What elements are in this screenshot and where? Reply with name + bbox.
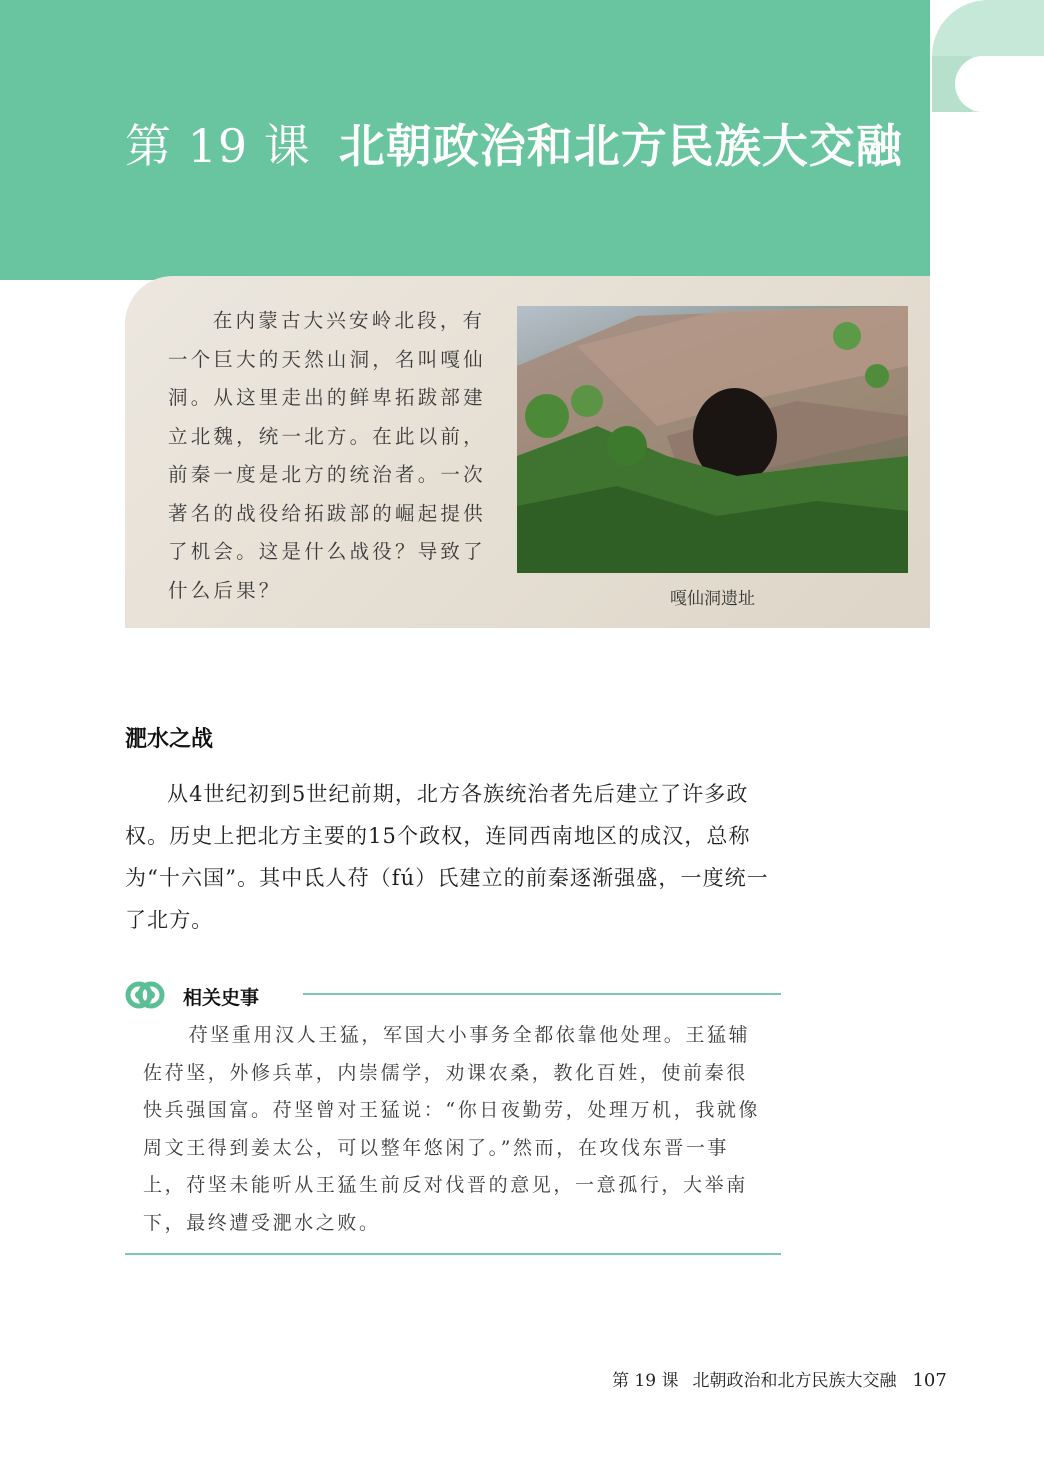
corner-decoration-notch xyxy=(955,56,1044,112)
page-footer xyxy=(612,1366,947,1391)
related-top-rule xyxy=(303,993,781,995)
lesson-title-text: 北朝政治和北方民族大交融 xyxy=(338,119,903,173)
intro-text: 在内蒙古大兴安岭北段，有一个巨大的天然山洞，名叫嘎仙洞。从这里走出的鲜卑拓跋部建立北魏，统一北方。在此以前，前秦一度是北方的统治者。一次著名的战役给拓跋部的崛起提供了机会。这是什么战役？导致了什么后果？ xyxy=(168,309,486,602)
footer-lesson-title: 北朝政治和北方民族大交融 xyxy=(692,1371,897,1391)
section-paragraph: 从4世纪初到5世纪前期，北方各族统治者先后建立了许多政权。历史上把北方主要的15个政权，连同西南地区的成汉，总称为“十六国”。其中氐人苻（fú）氏建立的前秦逐渐强盛，一度统一了北方。 xyxy=(125,782,769,932)
cave-photo xyxy=(517,306,908,573)
section-heading: 淝水之战 xyxy=(125,727,214,752)
photo-caption: 嘎仙洞遗址 xyxy=(670,589,755,609)
footer-lesson-number: 第 19 课 xyxy=(612,1371,679,1391)
related-bottom-rule xyxy=(125,1253,781,1255)
related-history-icon xyxy=(125,975,165,1015)
cave-photo-illustration xyxy=(517,306,908,573)
lesson-number: 第 19 课 xyxy=(125,119,311,173)
related-history-text: 苻坚重用汉人王猛，军国大小事务全都依靠他处理。王猛辅佐苻坚，外修兵革，内崇儒学，劝课农桑，教化百姓，使前秦很快兵强国富。苻坚曾对王猛说：“你日夜勤劳，处理万机，我就像周文王得到姜太公，可以整年悠闲了。”然而，在攻伐东晋一事上，苻坚未能听从王猛生前反对伐晋的意见，一意孤行，大举南下，最终遭受淝水之败。 xyxy=(143,1024,761,1234)
related-history-title: 相关史事 xyxy=(183,987,260,1009)
lesson-title xyxy=(125,110,903,176)
page-number: 107 xyxy=(912,1370,947,1391)
